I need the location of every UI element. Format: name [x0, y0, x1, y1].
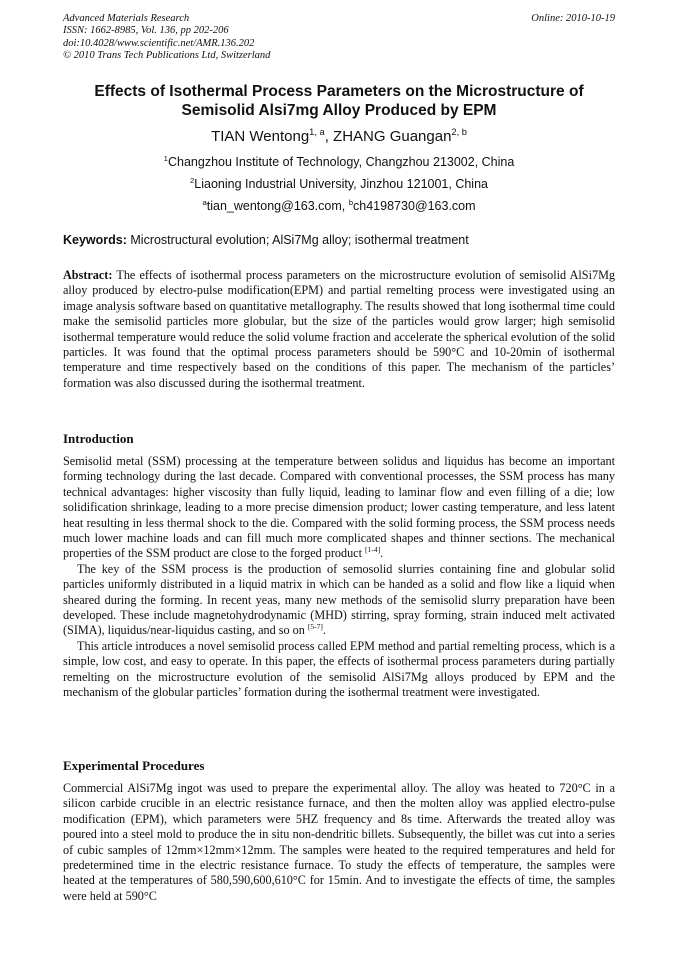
journal-header: [63, 13, 270, 62]
introduction-heading: Introduction: [63, 431, 134, 446]
doi-line: doi:10.4028/www.scientific.net/AMR.136.202: [63, 37, 255, 49]
online-date: Online: 2010-10-19: [531, 13, 615, 24]
journal-name: Advanced Materials Research: [63, 13, 190, 24]
affiliation-2-mark: 2: [189, 175, 195, 185]
email-b-mark: b: [348, 197, 354, 207]
author-list: [60, 128, 618, 145]
affiliation-1: [60, 155, 618, 169]
title-line-2: Semisolid Alsi7mg Alloy Produced by EPM: [181, 102, 497, 119]
abstract-text: The effects of isothermal process parameters on the microstructure evolution of semisolid AlSi7Mg alloy produced by electro-pulse modification(EPM) and partial remelting process were investigated using an image analysis software based on quantitative metallography. The results showed that long isothermal time could make the semisolid particles more globular, but the size of the particles would grow larger; high semisolid isothermal temperature would reduce the solid volume fraction and accelerate the spherical evolution of the solid particles. It was found that the optimal process parameters should be 590°C and 10-20min of isothermal temperature and time respectively based on the conditions of this paper. The mechanism of the particles’ formation was also discussed during the isothermal treatment.: [63, 268, 615, 390]
affiliation-1-mark: 1: [163, 153, 168, 163]
intro-paragraph-1: [63, 454, 615, 562]
title-line-1: Effects of Isothermal Process Parameters on the Microstructure of: [94, 83, 584, 100]
keywords-label: Keywords:: [63, 233, 127, 247]
experimental-paragraph-1: Commercial AlSi7Mg ingot was used to prepare the experimental alloy. The alloy was heated to 720°C in a silicon carbide crucible in an electric resistance furnace, and then the molten alloy was applied electro-pulse modification (EPM), which parameters were 5HZ frequency and 8s time. Afterwards the treated alloy was poured into a steel mold to produce the in situ non-dendritic billets. Subsequently, the billet was cut into a series of cubic samples of 12mm×12mm×12mm. The samples were heated to the required temperatures and held for predetermined time in the electric resistance furnace. To study the effects of temperature, the samples were heated at the temperatures of 580,590,600,610°C for 15min. And to investigate the effects of time, the samples were held at 590°C: [63, 781, 615, 903]
affiliation-1-text: Changzhou Institute of Technology, Changzhou 213002, China: [167, 155, 515, 169]
author-separator: ,: [324, 128, 334, 145]
keywords-text: Microstructural evolution; AlSi7Mg alloy; isothermal treatment: [126, 233, 469, 247]
citation-1-4: [1-4]: [365, 545, 381, 555]
copyright-line: © 2010 Trans Tech Publications Ltd, Switzerland: [63, 49, 271, 61]
intro-paragraph-2: [63, 562, 615, 639]
author-1: TIAN Wentong: [211, 128, 310, 145]
intro-p1-end: .: [380, 546, 384, 561]
citation-5-7: [5-7]: [307, 622, 323, 632]
email-a: tian_wentong@163.com,: [206, 199, 349, 213]
introduction-body: [63, 454, 615, 701]
abstract: [63, 268, 615, 391]
email-b: ch4198730@163.com: [353, 199, 476, 213]
issn-line: ISSN: 1662-8985, Vol. 136, pp 202-206: [63, 25, 229, 37]
author-2-affil: 2, b: [451, 127, 467, 137]
affiliation-2-text: Liaoning Industrial University, Jinzhou 121001, China: [194, 177, 488, 191]
affiliation-2: [60, 177, 618, 191]
intro-p1-text: Semisolid metal (SSM) processing at the temperature between solidus and liquidus has become an important forming technology during the last decade. Compared with conventional processes, the SSM process has many technical advantages: higher viscosity than fully liquid, leading to laminar flow and even filling of a die; low solidification shrinkage, leading to a more precise dimension product; lower casting temperature, and less latent heat resulting in less thermal shock to the die. Compared with the solid forming process, the SSM process needs much lower machine loads and can fill much more complicated shapes and thinner sections. The mechanical properties of the SSM product are close to the forged product: [63, 454, 615, 561]
intro-paragraph-3: This article introduces a novel semisolid process called EPM method and partial remelting process, which is a simple, low cost, and easy to operate. In this paper, the effects of isothermal process parameters during partially remelting on the microstructure evolution of the semisolid AlSi7Mg alloys produced by EPM and the mechanism of the globular particles’ formation during the isothermal treatment were investigated.: [63, 638, 615, 700]
intro-p2-end: .: [322, 623, 326, 638]
abstract-label: Abstract:: [63, 268, 113, 282]
paper-title: [60, 82, 618, 120]
author-2: ZHANG Guangan: [333, 128, 452, 145]
intro-p2-text: The key of the SSM process is the production of semosolid slurries containing fine and globular solid particles uniformly distributed in a liquid matrix in which can be handed as a solid and flow like a liquid when sheared during the forming. In recent yeas, many new methods of the semisolid slurry preparation have been developed. These include magnetohydrodynamic (MHD) stirring, spray forming, strain induced melt activated (SIMA), liquidus/near-liquidus casting, and so on: [63, 561, 615, 638]
author-emails: [60, 199, 618, 213]
experimental-heading: Experimental Procedures: [63, 758, 205, 773]
email-a-mark: a: [202, 197, 207, 207]
experimental-body: [63, 781, 615, 904]
keywords: [63, 233, 615, 247]
author-1-affil: 1, a: [309, 127, 325, 137]
